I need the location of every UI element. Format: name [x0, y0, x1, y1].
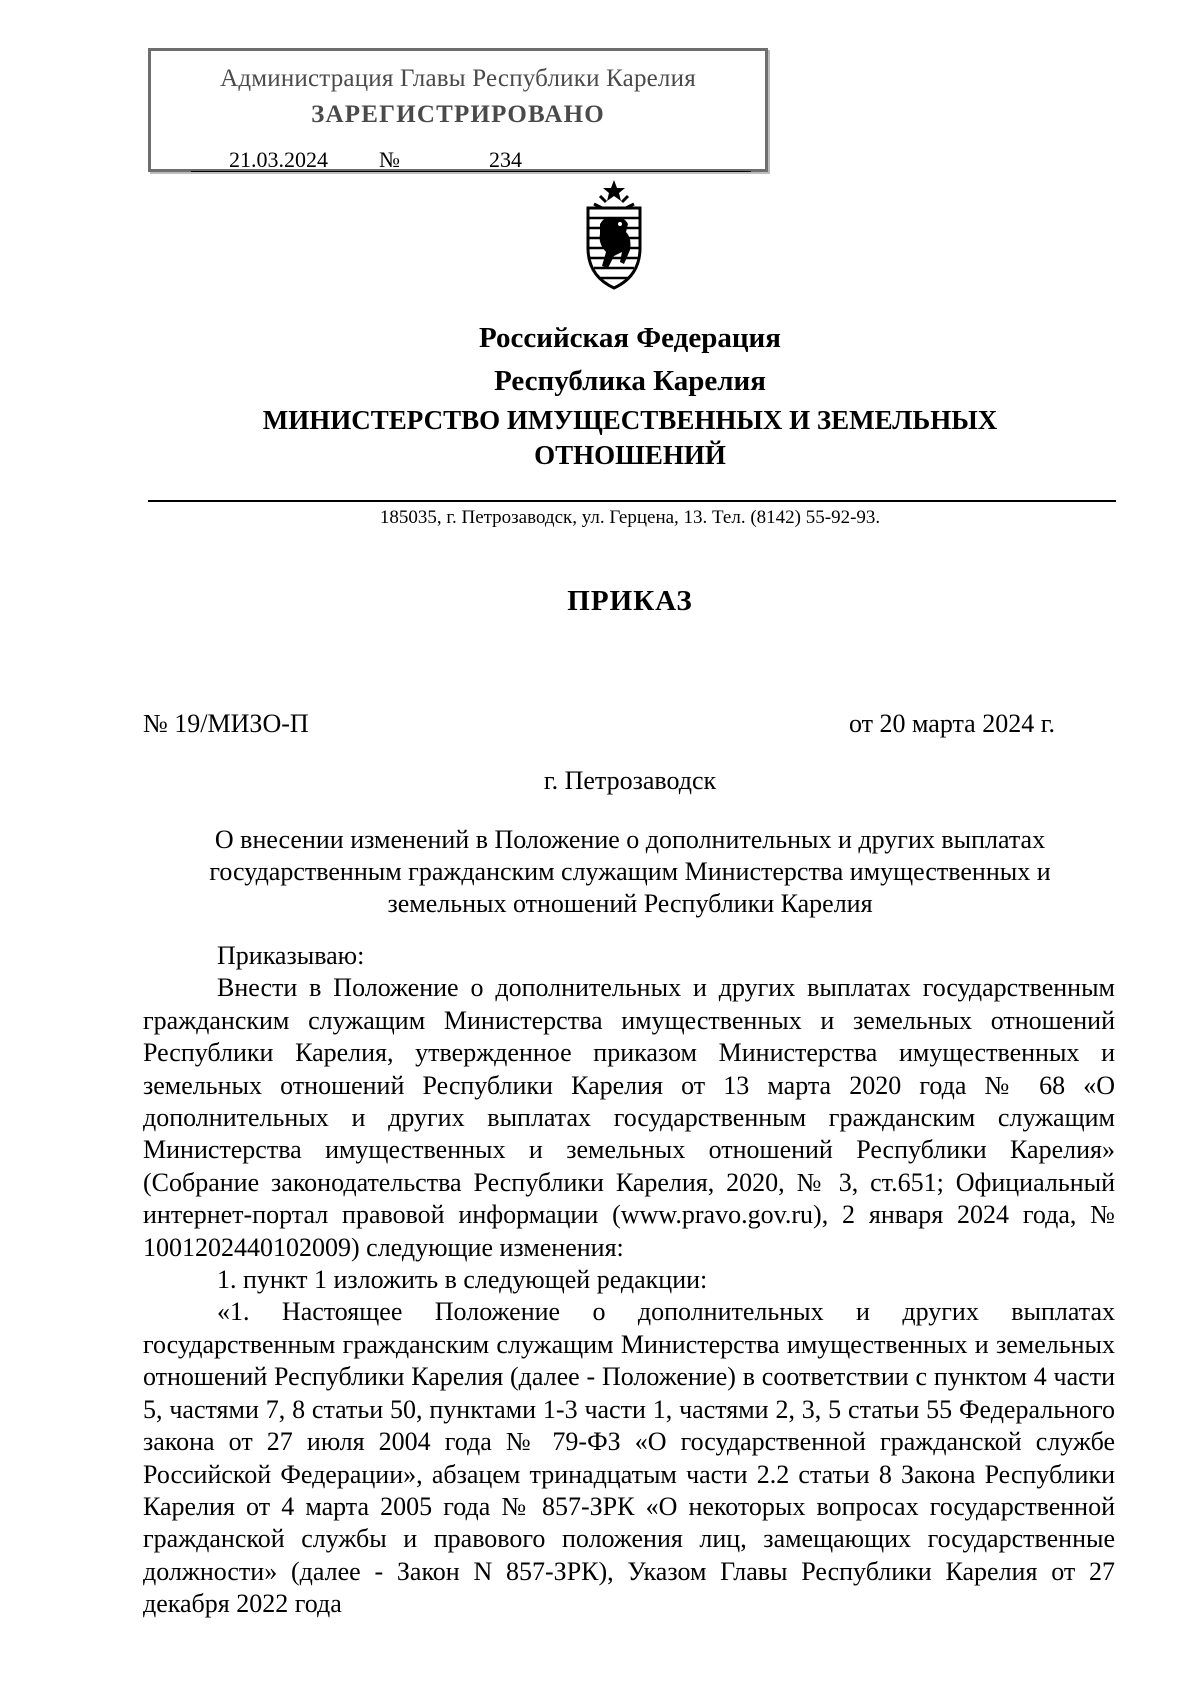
ministry-address: 185035, г. Петрозаводск, ул. Герцена, 13. Тел. (8142) 55-92-93.: [379, 507, 881, 528]
body-item-1: 1. пункт 1 изложить в следующей редакции:: [217, 1265, 708, 1295]
stamp-number-sign: №: [379, 147, 400, 172]
coat-of-arms-icon: [580, 178, 648, 290]
header-divider: [148, 500, 1116, 502]
header-ministry-line2: ОТНОШЕНИЙ: [534, 440, 726, 470]
document-number: № 19/МИЗО-П: [143, 709, 309, 738]
stamp-date: 21.03.2024: [229, 147, 328, 172]
registration-stamp: [148, 48, 768, 172]
document-title: О внесении изменений в Положение о дополнительных и других выплатах государственным гражданским служащим Министерства имущественных и земельных отношений Республики Карелия: [209, 825, 1051, 918]
body-paragraph-2: «1. Настоящее Положение о дополнительных и других выплатах государственным гражданским служащим Министерства имущественных и земельных отношений Республики Карелия (далее - Положение) в соответствии с пунктом 4 части 5, частями 7, 8 статьи 50, пунктами 1-3 части 1, частями 2, 3, 5 статьи 55 Федерального закона от 27 июля 2004 года № 79-ФЗ «О государственной гражданской службе Российской Федерации», абзацем тринадцатым части 2.2 статьи 8 Закона Республики Карелия от 4 марта 2005 года № 857-ЗРК «О некоторых вопросах государственной гражданской службы и правового положения лиц, замещающих государственные должности» (далее - Закон N 857-ЗРК), Указом Главы Республики Карелия от 27 декабря 2022 года: [143, 1297, 1115, 1619]
stamp-status: ЗАРЕГИСТРИРОВАНО: [311, 101, 605, 128]
header-republic: Республика Карелия: [494, 365, 766, 397]
header-country: Российская Федерация: [479, 322, 781, 354]
document-city: г. Петрозаводск: [543, 766, 717, 795]
stamp-organization: Администрация Главы Республики Карелия: [220, 65, 696, 92]
document-type: ПРИКАЗ: [567, 585, 693, 617]
document-body: [143, 940, 1115, 1621]
stamp-number: 234: [489, 147, 522, 172]
order-word: Приказываю:: [217, 941, 365, 970]
header-ministry-line1: МИНИСТЕРСТВО ИМУЩЕСТВЕННЫХ И ЗЕМЕЛЬНЫХ: [262, 405, 998, 435]
document-date: от 20 марта 2024 г.: [849, 709, 1055, 738]
body-paragraph-1: Внести в Положение о дополнительных и других выплатах государственным гражданским служащим Министерства имущественных и земельных отношений Республики Карелия, утвержденное приказом Министерства имущественных и земельных отношений Республики Карелия от 13 марта 2020 года № 68 «О дополнительных и других выплатах государственным гражданским служащим Министерства имущественных и земельных отношений Республики Карелия» (Собрание законодательства Республики Карелия, 2020, № 3, ст.651; Официальный интернет-портал правовой информации (www.pravo.gov.ru), 2 января 2024 года, № 1001202440102009) следующие изменения:: [143, 973, 1115, 1262]
